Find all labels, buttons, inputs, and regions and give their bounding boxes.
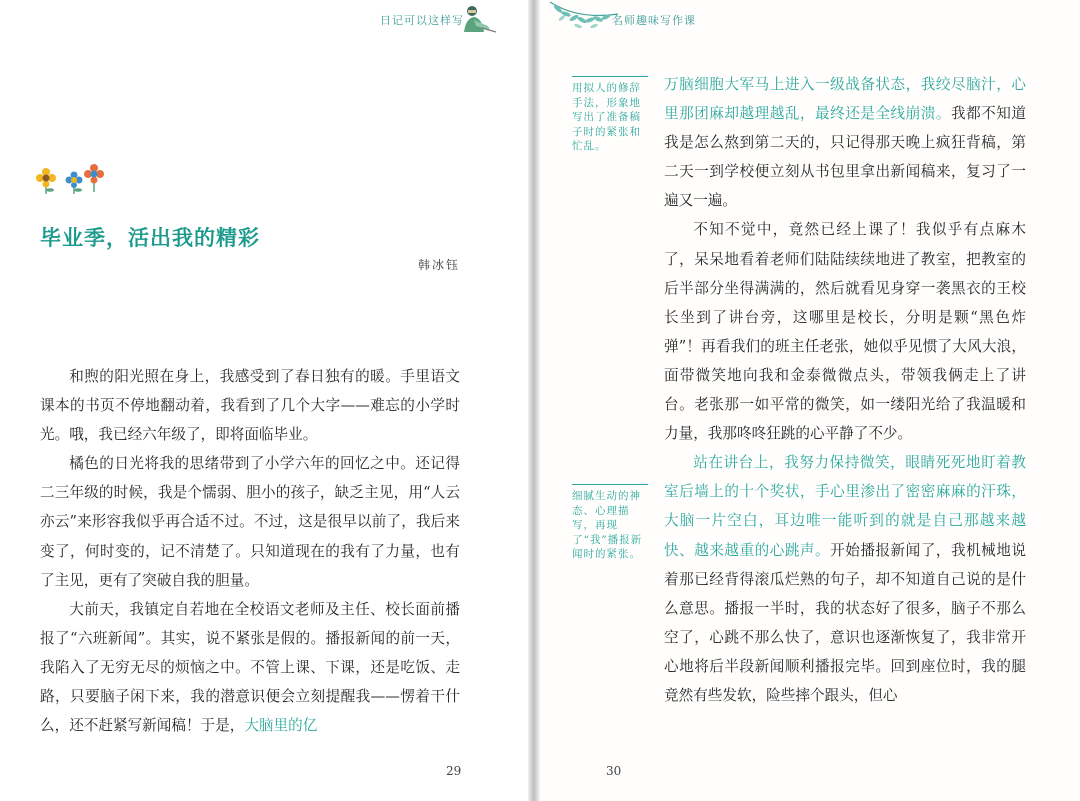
book-spine — [528, 0, 540, 801]
flowers-icon — [30, 158, 110, 198]
page-number-left: 29 — [446, 764, 462, 778]
paragraph: 万脑细胞大军马上进入一级战备状态，我绞尽脑汁，心里那团麻却越理越乱，最终还是全线崩溃。我都不知道我是怎么熬到第二天的，只记得那天晚上疯狂背稿，第二天一到学校便立刻从书包里拿出新闻稿来，复习了一遍又一遍。 — [664, 76, 1026, 210]
paragraph: 大前天，我镇定自若地在全校语文老师及主任、校长面前播报了“六班新闻”。其实，说不紧张是假的。播报新闻的前一天，我陷入了无穷无尽的烦恼之中。不管上课、下课，还是吃饭、走路，只要脑子闲下来，我的潜意识便会立刻提醒我——愣着干什么，还不赶紧写新闻稿！于是，大脑里的亿 — [40, 600, 460, 735]
margin-annotation: 细腻生动的神态、心理描写，再现了“我”播报新闻时的紧张。 — [572, 484, 648, 562]
article-author: 韩冰钰 — [418, 258, 461, 272]
running-header-left: 日记可以这样写 — [380, 14, 464, 27]
highlighted-sentence: 站在讲台上，我努力保持微笑，眼睛死死地盯着教室后墙上的十个奖状，手心里渗出了密密麻麻的汗珠，大脑一片空白，耳边唯一能听到的就是自己那越来越快、越来越重的心跳声。 — [664, 454, 1026, 559]
left-body-text — [40, 362, 460, 740]
margin-annotation: 用拟人的修辞手法，形象地写出了准备稿子时的紧张和忙乱。 — [572, 76, 648, 154]
paragraph: 和煦的阳光照在身上，我感受到了春日独有的暖。手里语文课本的书页不停地翻动着，我看到了几个大字——难忘的小学时光。哦，我已经六年级了，即将面临毕业。 — [40, 368, 460, 444]
highlighted-sentence: 大脑里的亿 — [244, 717, 318, 735]
paragraph: 站在讲台上，我努力保持微笑，眼睛死死地盯着教室后墙上的十个奖状，手心里渗出了密密麻麻的汗珠，大脑一片空白，耳边唯一能听到的就是自己那越来越快、越来越重的心跳声。开始播报新闻了，我机械地说着那已经背得滚瓜烂熟的句子，却不知道自己说的是什么意思。播报一半时，我的状态好了很多，脑子不那么空了，心跳不那么快了，意识也逐渐恢复了，我非常开心地将后半段新闻顺利播报完毕。回到座位时，我的腿竟然有些发软，险些摔个跟头，但心 — [664, 454, 1026, 704]
paragraph: 不知不觉中，竟然已经上课了！我似乎有点麻木了，呆呆地看着老师们陆陆续续地进了教室，把教室的后半部分坐得满满的，然后就看见身穿一袭黑衣的王校长坐到了讲台旁，这哪里是校长，分明是颗“黑色炸弹”！再看我们的班主任老张，她似乎见惯了大风大浪，面带微笑地向我和金泰微微点头，带领我俩走上了讲台。老张那一如平常的微笑，如一缕阳光给了我温暖和力量，我那咚咚狂跳的心平静了不少。 — [664, 221, 1026, 443]
paragraph: 橘色的日光将我的思绪带到了小学六年的回忆之中。还记得二三年级的时候，我是个懦弱、胆小的孩子，缺乏主见，用“人云亦云”来形容我似乎再合适不过。不过，这是很早以前了，我后来变了，何时变的，记不清楚了。只知道现在的我有了力量，也有了主见，更有了突破自我的胆量。 — [40, 455, 460, 589]
left-page — [0, 0, 528, 801]
right-body-text — [664, 70, 1026, 710]
running-header-right: 名师趣味写作课 — [612, 14, 696, 27]
article-title: 毕业季，活出我的精彩 — [40, 225, 260, 250]
page-number-right: 30 — [606, 764, 622, 778]
reading-person-icon — [458, 4, 498, 34]
highlighted-sentence: 万脑细胞大军马上进入一级战备状态，我绞尽脑汁，心里那团麻却越理越乱，最终还是全线崩溃。 — [664, 76, 1026, 123]
